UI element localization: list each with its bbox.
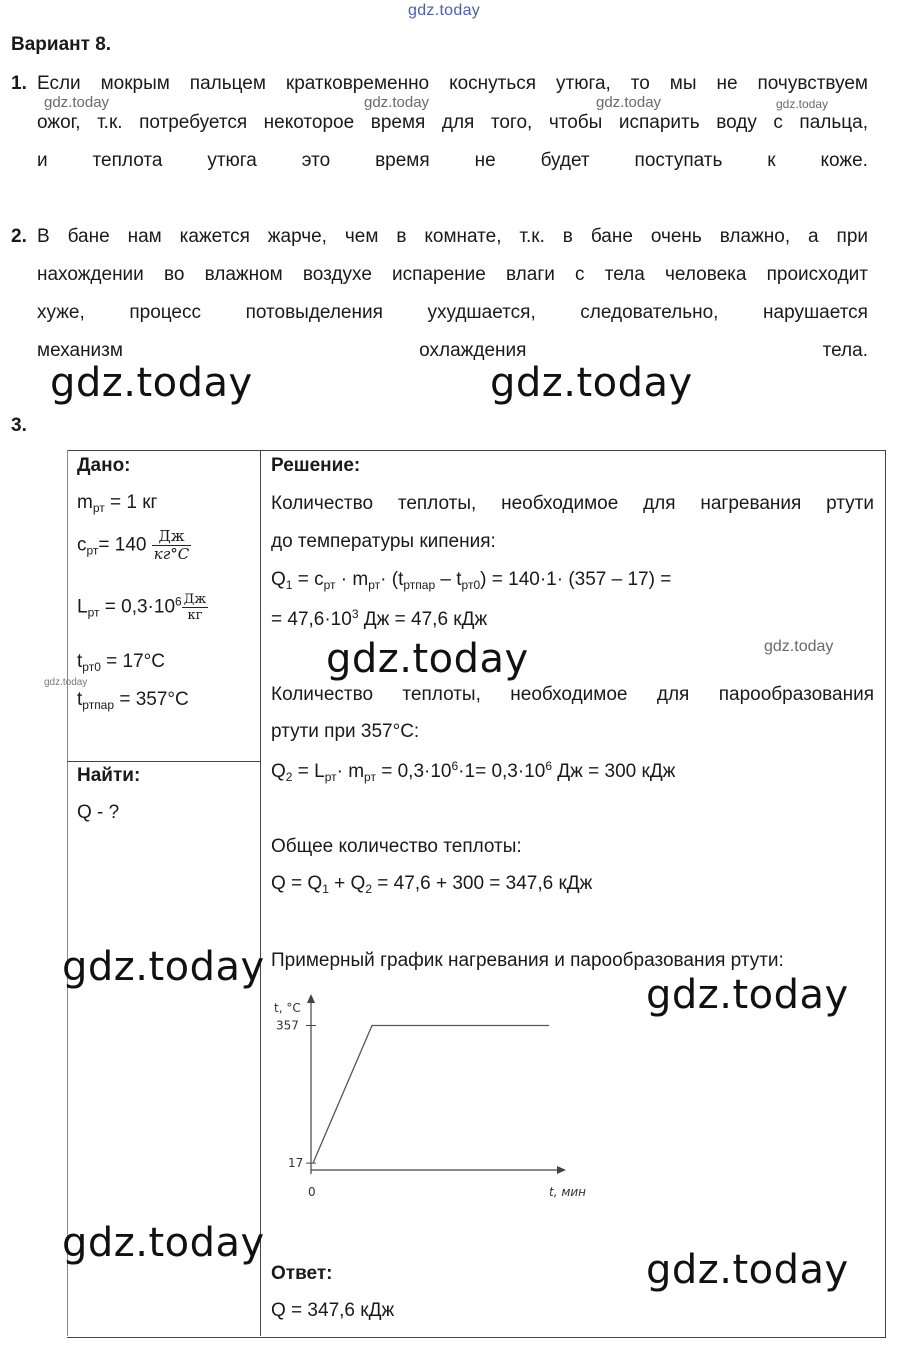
q1-result: = $47,6\cdot 10^3$ Дж = 47,6 кДж bbox=[271, 607, 488, 630]
q3-number: 3. bbox=[11, 415, 27, 436]
x-axis-arrow bbox=[557, 1166, 566, 1174]
q1-line-3 bbox=[37, 150, 868, 172]
watermark-small: gdz.today bbox=[44, 94, 110, 111]
word: это bbox=[301, 150, 331, 171]
solution-title: Решение: bbox=[271, 455, 361, 476]
heating-graph bbox=[262, 990, 592, 1210]
watermark-big: gdz.today bbox=[62, 1220, 265, 1266]
solution-line: до температуры кипения: bbox=[271, 531, 496, 552]
total-title: Общее количество теплоты: bbox=[271, 836, 522, 857]
table-left-border bbox=[67, 450, 68, 1336]
word: следовательно, bbox=[580, 302, 719, 323]
unit-fraction: $\frac{Дж}{кг}$ bbox=[183, 592, 207, 623]
total-formula: $Q = Q_1 + Q_2 = 47,6 + 300 = 347,6$ кДж bbox=[271, 873, 593, 896]
solution-line: ртути при 357°С: bbox=[271, 721, 420, 742]
word: ухудшается, bbox=[427, 302, 536, 323]
word: тела. bbox=[822, 340, 868, 361]
y-axis-arrow bbox=[307, 994, 315, 1003]
word: к bbox=[767, 150, 776, 171]
find-value: Q - ? bbox=[77, 802, 120, 823]
solution-line: Количество теплоты, необходимое для нагревания ртути bbox=[271, 493, 874, 514]
watermark-small: gdz.today bbox=[764, 638, 834, 655]
word: будет bbox=[540, 150, 590, 171]
x-axis-label: t, мин bbox=[549, 1185, 587, 1199]
series-line bbox=[313, 1026, 549, 1164]
table-column-divider bbox=[260, 450, 261, 1336]
q2-line-2: нахождении во влажном воздухе испарение влаги с тела человека происходит bbox=[37, 264, 868, 285]
given-find-divider bbox=[67, 761, 261, 762]
watermark-small: gdz.today bbox=[596, 94, 662, 111]
watermark-small: gdz.today bbox=[364, 94, 430, 111]
solution-line: Количество теплоты, необходимое для парообразования bbox=[271, 684, 874, 705]
q2-number: 2. bbox=[11, 226, 27, 247]
watermark-big: gdz.today bbox=[646, 972, 849, 1018]
word: время bbox=[375, 150, 430, 171]
watermark-small: gdz.today bbox=[776, 97, 829, 111]
given-specific-heat: $c_{рт}= 140$ $\frac{Дж}{кг^\circ С}$ bbox=[77, 527, 190, 563]
word: коже. bbox=[820, 150, 868, 171]
y-axis-label: t, °C bbox=[274, 1001, 301, 1015]
word: и bbox=[37, 150, 48, 171]
word: утюга bbox=[207, 150, 257, 171]
y-tick-label-17: 17 bbox=[288, 1156, 304, 1171]
word: процесс bbox=[129, 302, 202, 323]
word: потовыделения bbox=[245, 302, 383, 323]
unit-fraction: $\frac{Дж}{кг^\circ С}$ bbox=[153, 527, 190, 563]
word: охлаждения bbox=[419, 340, 527, 361]
q1-number: 1. bbox=[11, 73, 27, 94]
q1-line-1: Если мокрым пальцем кратковременно коснуться утюга, то мы не почувствуем bbox=[37, 73, 868, 94]
given-mass: $m_{рт} = 1$ кг bbox=[77, 492, 158, 515]
word: нарушается bbox=[763, 302, 868, 323]
graph-title: Примерный график нагревания и парообразования ртути: bbox=[271, 950, 784, 971]
watermark-big: gdz.today bbox=[326, 636, 529, 682]
x-tick-label-0: 0 bbox=[308, 1185, 316, 1199]
watermark-big: gdz.today bbox=[62, 944, 265, 990]
q1-line-2: ожог, т.к. потребуется некоторое время для того, чтобы испарить воду с пальца, bbox=[37, 112, 868, 133]
watermark-top: gdz.today bbox=[408, 2, 481, 19]
q2-formula: $Q_2 = L_{рт}\cdot m_{рт} = 0,3\cdot 10^6\cdot 1= 0,3\cdot 10^6$ Дж = 300 кДж bbox=[271, 759, 676, 784]
given-latent-heat: $L_{рт} = 0,3\cdot 10^6$ $\frac{Дж}{кг}$ bbox=[77, 592, 207, 623]
word: поступать bbox=[634, 150, 723, 171]
watermark-tiny: gdz.today bbox=[44, 677, 88, 688]
word: теплота bbox=[92, 150, 163, 171]
watermark-big: gdz.today bbox=[50, 360, 253, 406]
word: хуже, bbox=[37, 302, 85, 323]
watermark-big: gdz.today bbox=[490, 360, 693, 406]
q1-formula: $Q_1 = c_{рт} \cdot m_{рт}\cdot (t_{ртпар} - t_{рт0}) = 140\cdot 1\cdot (357 - 17)$ = bbox=[271, 569, 672, 592]
answer-title: Ответ: bbox=[271, 1263, 333, 1284]
given-t0: $t_{рт0} = 17^\circ С$ bbox=[77, 651, 165, 674]
answer-value: Q = 347,6 кДж bbox=[271, 1300, 395, 1321]
word: не bbox=[474, 150, 496, 171]
given-title: Дано: bbox=[77, 455, 131, 476]
q2-line-3 bbox=[37, 302, 868, 324]
variant-title: Вариант 8. bbox=[11, 34, 112, 55]
q2-line-4 bbox=[37, 340, 868, 362]
y-tick-label-357: 357 bbox=[276, 1018, 299, 1033]
find-title: Найти: bbox=[77, 765, 141, 786]
word: механизм bbox=[37, 340, 123, 361]
q2-line-1: В бане нам кажется жарче, чем в комнате, т.к. в бане очень влажно, а при bbox=[37, 226, 868, 247]
watermark-big: gdz.today bbox=[646, 1247, 849, 1293]
given-tboil: $t_{ртпар} = 357^\circ С$ bbox=[77, 689, 189, 712]
